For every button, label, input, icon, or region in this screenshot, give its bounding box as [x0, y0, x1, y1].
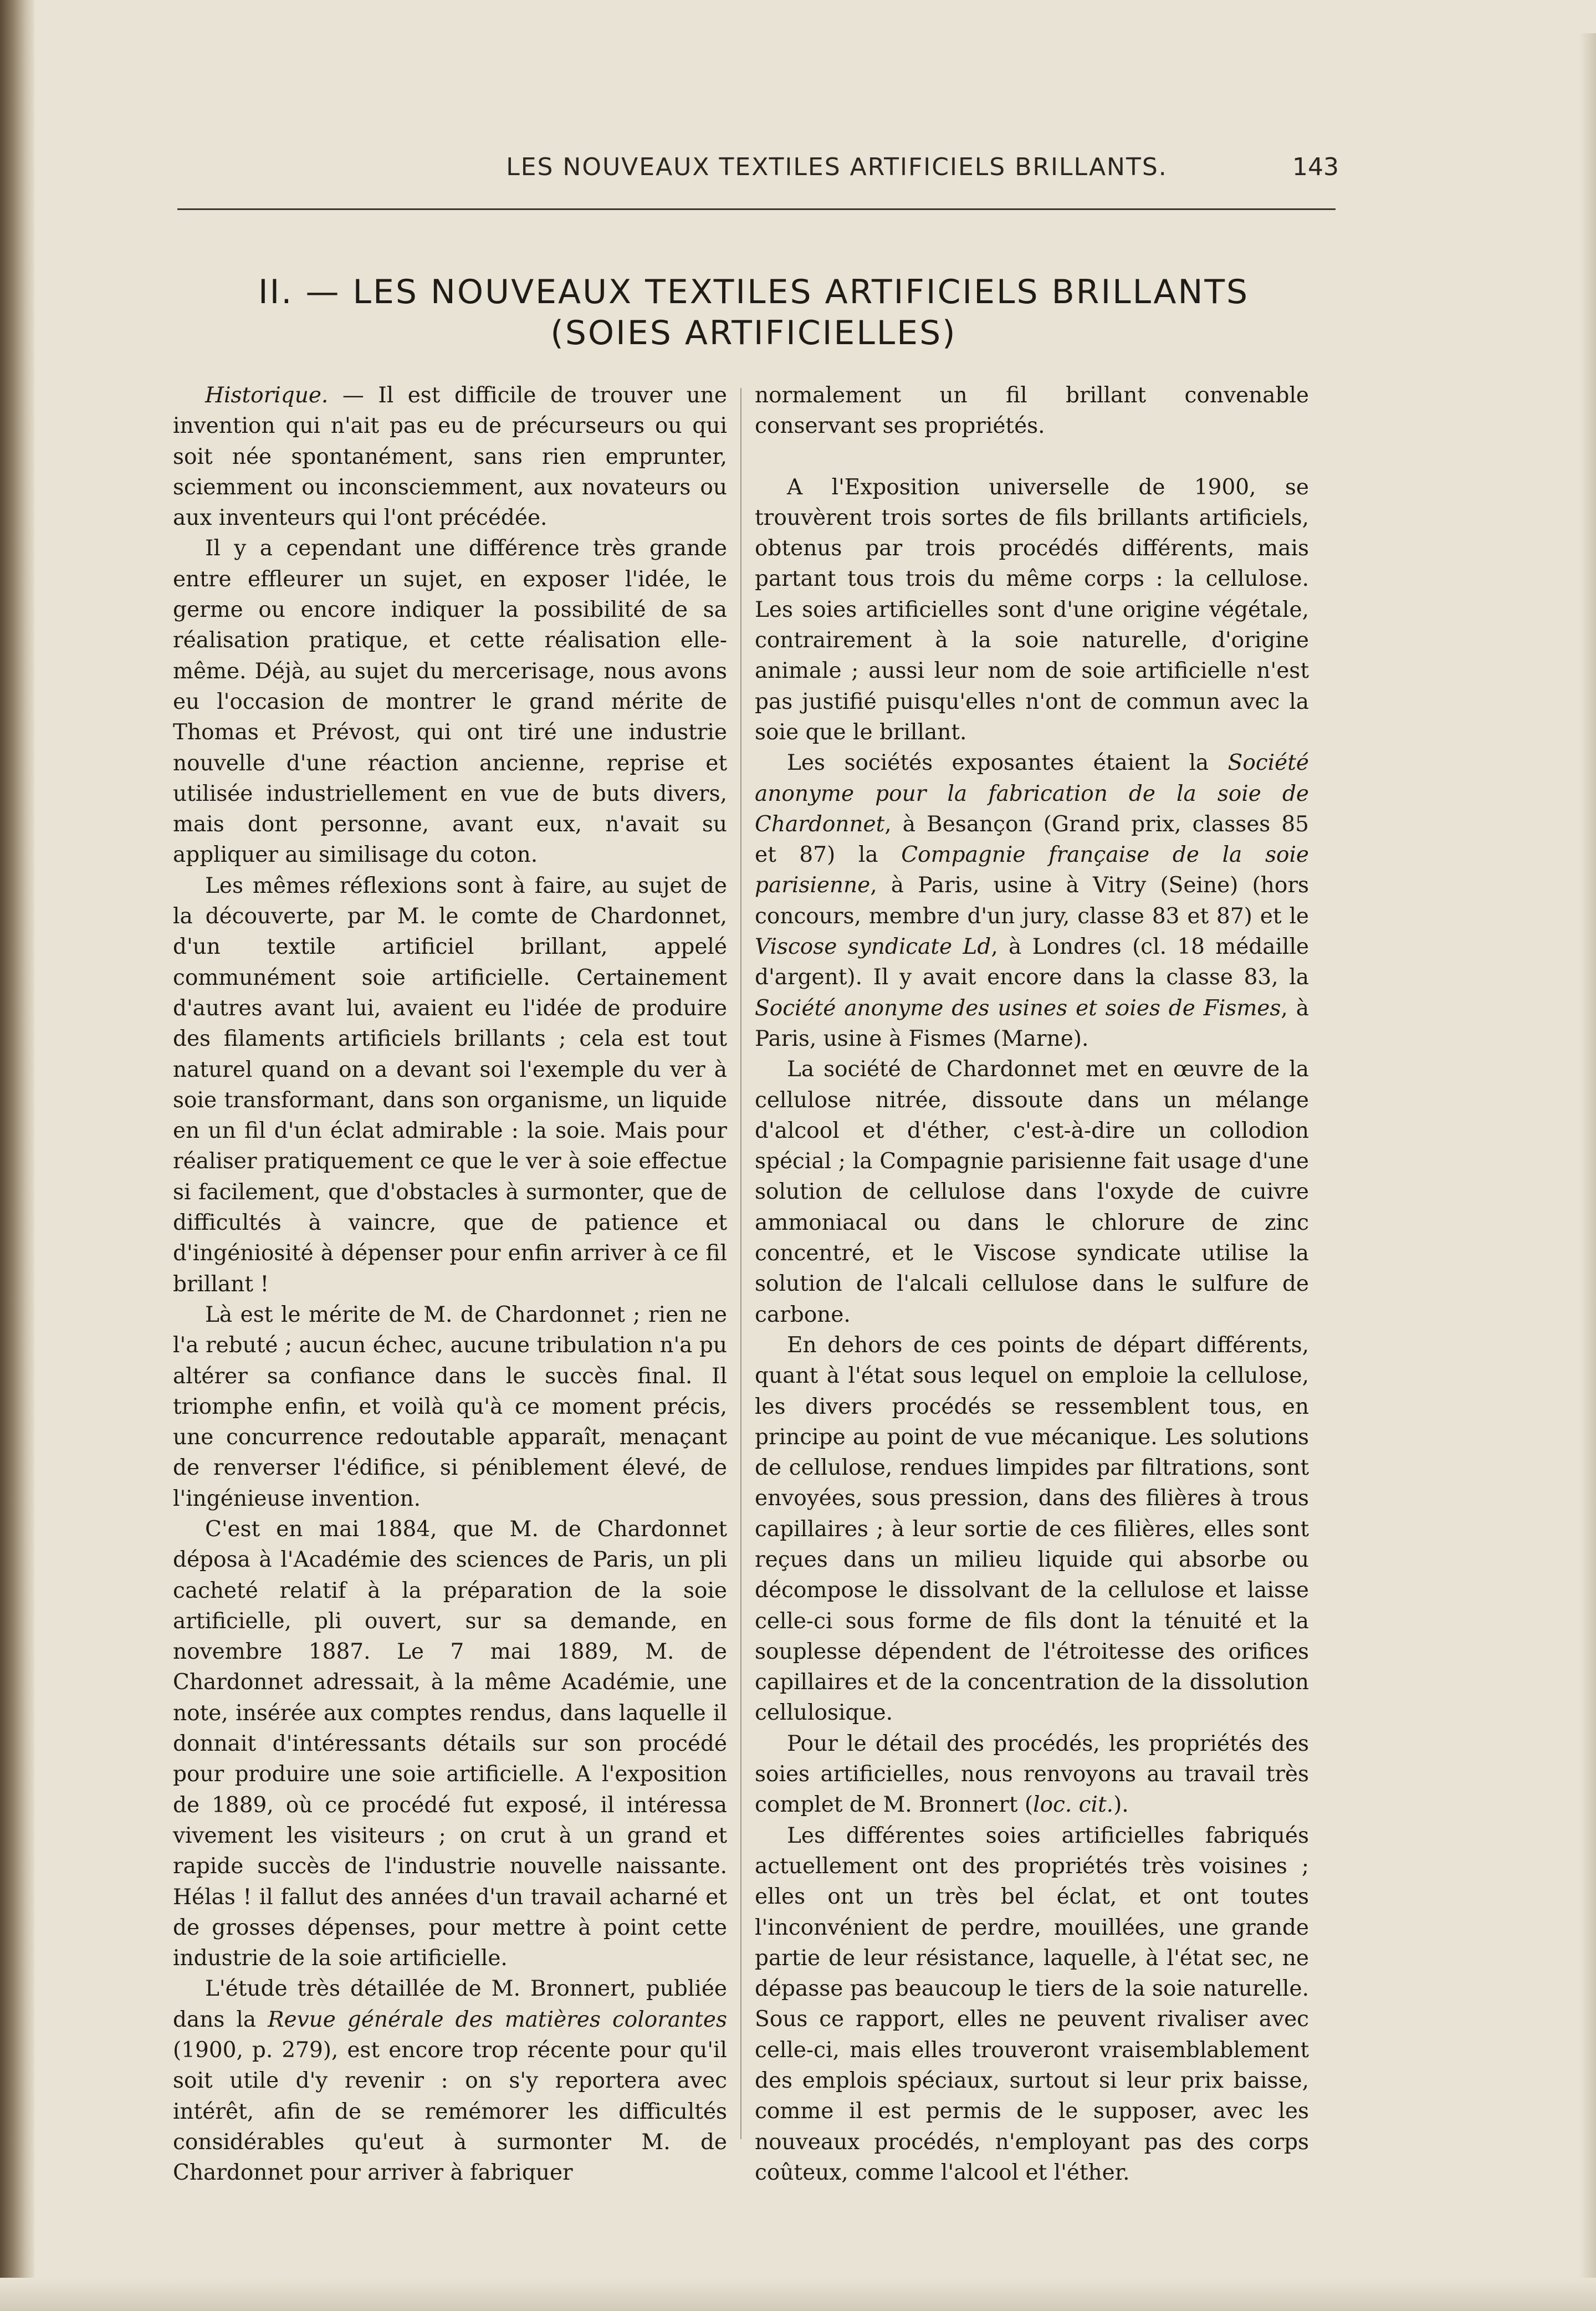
paragraph: Les mêmes réflexions sont à faire, au sujet de la découverte, par M. le comte de Chardonnet, d'un textile artificiel brillant, appelé communément soie artificielle. Certainement d'autres avant lui, avaient eu l'idée de produire des filaments artificiels brillants ; cela est tout naturel quand on a devant soi l'exemple du ver à soie transformant, dans son organisme, un liquide en un fil d'un éclat admirable : la soie. Mais pour réaliser pratiquement ce que le ver à soie effectue si facilement, que d'obstacles à surmonter, que de difficultés à vaincre, que de patience et d'ingéniosité à dépenser pour enfin arriver à ce fil brillant ! [173, 873, 727, 1297]
company-name: Société anonyme des usines et soies de Fismes [755, 995, 1281, 1021]
page-right-edge [1579, 33, 1596, 2300]
paragraph [755, 1729, 1309, 1821]
header-rule [177, 208, 1336, 210]
right-column [755, 380, 1309, 2188]
book-binding-edge [0, 0, 34, 2311]
paragraph-text: ). [1113, 1792, 1129, 1818]
paragraph-text: , à Besançon (Grand prix, classes 85 et 87) la [755, 811, 1309, 868]
paragraph-continued: normalement un fil brillant convenable conservant ses propriétés. [755, 383, 1309, 439]
company-name: Viscose syndicate Ld [755, 934, 991, 960]
page-number: 143 [1292, 153, 1339, 181]
running-header: LES NOUVEAUX TEXTILES ARTIFICIELS BRILLANTS. [506, 153, 1168, 181]
column-divider [740, 388, 741, 2139]
paragraph-historique [173, 380, 727, 533]
company-name: Société anonyme pour la fabrication de la soie de Chardonnet [755, 750, 1309, 837]
paragraph [173, 1973, 727, 2188]
section-lead: Historique. [205, 383, 329, 408]
page-bottom-edge [0, 2278, 1596, 2311]
paragraph: A l'Exposition universelle de 1900, se trouvèrent trois sortes de fils brillants artificiels, obtenus par trois procédés différents, mais partant tous trois du même corps : la cellulose. Les soies artificielles sont d'une origine végétale, contrairement à la soie naturelle, d'origine animale ; aussi leur nom de soie artificielle n'est pas justifié puisqu'elles n'ont de commun avec la soie que le brillant. [755, 474, 1309, 745]
paragraph-text: , à Paris, usine à Vitry (Seine) (hors concours, membre d'un jury, classe 83 et 87) et le [755, 873, 1309, 929]
paragraph: Là est le mérite de M. de Chardonnet ; rien ne l'a rebuté ; aucun échec, aucune tribulation n'a pu altérer sa confiance dans le succès final. Il triomphe enfin, et voilà qu'à ce moment précis, une concurrence redoutable apparaît, menaçant de renverser l'édifice, si péniblement élevé, de l'ingénieuse invention. [173, 1302, 727, 1511]
journal-title: Revue générale des matières colorantes [268, 2007, 727, 2032]
paragraph-text: , à Londres (cl. 18 médaille d'argent). Il y avait encore dans la classe 83, la [755, 934, 1309, 990]
paragraph-text: — Il est difficile de trouver une invention qui n'ait pas eu de précurseurs ou qui soit née spontanément, sans rien emprunter, sciemment ou inconsciemment, aux novateurs ou aux inventeurs qui l'ont précédée. [173, 383, 727, 531]
company-name: Compagnie française de la soie parisienne [755, 842, 1309, 898]
paragraph-text: , à Paris, usine à Fismes (Marne). [755, 995, 1309, 1051]
paragraph: C'est en mai 1884, que M. de Chardonnet déposa à l'Académie des sciences de Paris, un pli cacheté relatif à la préparation de la soie artificielle, pli ouvert, sur sa demande, en novembre 1887. Le 7 mai 1889, M. de Chardonnet adressait, à la même Académie, une note, insérée aux comptes rendus, dans laquelle il donnait d'intéressants détails sur son procédé pour produire une soie artificielle. A l'exposition de 1889, où ce procédé fut exposé, il intéressa vivement les visiteurs ; on crut à un grand et rapide succès de l'industrie nouvelle naissante. Hélas ! il fallut des années d'un travail acharné et de grosses dépenses, pour mettre à point cette industrie de la soie artificielle. [173, 1516, 727, 1971]
paragraph: Les différentes soies artificielles fabriqués actuellement ont des propriétés très voisines ; elles ont un très bel éclat, et ont toutes l'inconvénient de perdre, mouillées, une grande partie de leur résistance, laquelle, à l'état sec, ne dépasse pas beaucoup le tiers de la soie naturelle. Sous ce rapport, elles ne peuvent rivaliser avec celle-ci, mais elles trouveront vraisemblablement des emplois spéciaux, surtout si leur prix baisse, comme il est permis de le supposer, avec les nouveaux procédés, n'employant pas des corps coûteux, comme l'alcool et l'éther. [755, 1823, 1309, 2185]
chapter-title-line-1: II. — LES NOUVEAUX TEXTILES ARTIFICIELS BRILLANTS [258, 273, 1250, 311]
paragraph-text: (1900, p. 279), est encore trop récente pour qu'il soit utile d'y revenir : on s'y reportera avec intérêt, afin de se remémorer les difficultés considérables qu'eut à surmonter M. de Chardonnet pour arriver à fabriquer [173, 2038, 727, 2186]
paragraph: En dehors de ces points de départ différents, quant à l'état sous lequel on emploie la cellulose, les divers procédés se ressemblent tous, en principe au point de vue mécanique. Les solutions de cellulose, rendues limpides par filtrations, sont envoyées, sous pression, dans des filières à trous capillaires ; à leur sortie de ces filières, elles sont reçues dans un milieu liquide qui absorbe ou décompose le dissolvant de la cellulose et laisse celle-ci sous forme de fils dont la ténuité et la souplesse dépendent de l'étroitesse des orifices capillaires et de la concentration de la dissolution cellulosique. [755, 1332, 1309, 1726]
paragraph-text: Les sociétés exposantes étaient la [787, 750, 1228, 776]
paragraph: La société de Chardonnet met en œuvre de la cellulose nitrée, dissoute dans un mélange d'alcool et d'éther, c'est-à-dire un collodion spécial ; la Compagnie parisienne fait usage d'une solution de cellulose dans l'oxyde de cuivre ammoniacal ou dans le chlorure de zinc concentré, et le Viscose syndicate utilise la solution de l'alcali cellulose dans le sulfure de carbone. [755, 1057, 1309, 1327]
chapter-title-line-2: (SOIES ARTIFICIELLES) [550, 314, 957, 352]
paragraph: Il y a cependant une différence très grande entre effleurer un sujet, en exposer l'idée, le germe ou encore indiquer la possibilité de sa réalisation pratique, et cette réalisation elle-même. Déjà, au sujet du mercerisage, nous avons eu l'occasion de montrer le grand mérite de Thomas et Prévost, qui ont tiré une industrie nouvelle d'une réaction ancienne, reprise et utilisée industriellement en vue de buts divers, mais dont personne, avant eux, n'avait su appliquer au similisage du coton. [173, 536, 727, 868]
paragraph-exhibitors [755, 748, 1309, 1054]
paragraph-text: L'étude très détaillée de M. Bronnert, publiée dans la [173, 1976, 727, 2032]
left-column [173, 380, 727, 2189]
paragraph-text: Pour le détail des procédés, les propriétés des soies artificielles, nous renvoyons au travail très complet de M. Bronnert ( [755, 1731, 1309, 1818]
citation: loc. cit. [1033, 1792, 1114, 1818]
chapter-title [166, 272, 1341, 354]
